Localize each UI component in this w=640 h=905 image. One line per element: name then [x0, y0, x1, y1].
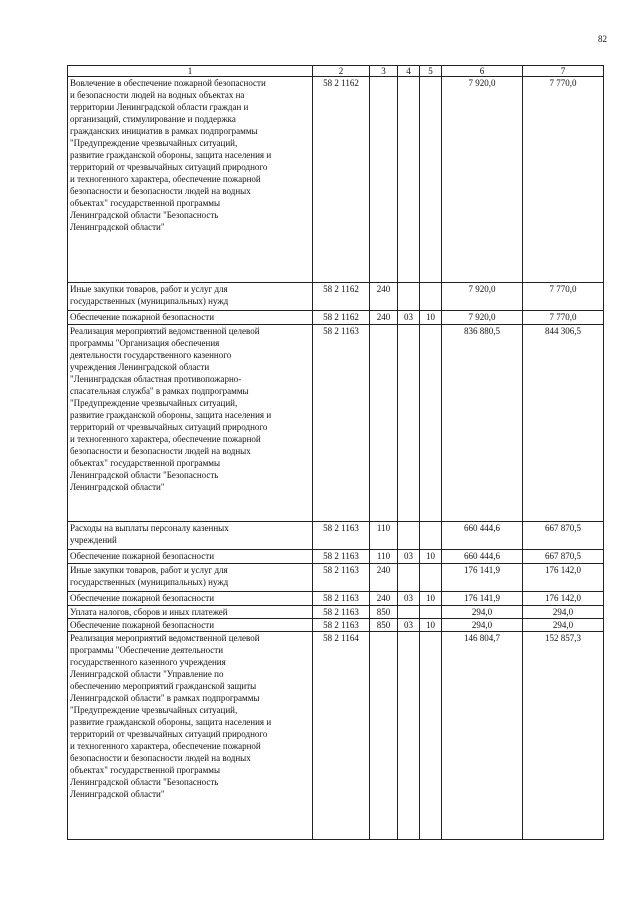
- row-rz: [398, 522, 420, 550]
- row-vr: 240: [370, 283, 398, 311]
- row-sum-year2: 667 870,5: [523, 522, 604, 550]
- row-vr: [370, 632, 398, 840]
- table-row: [68, 606, 604, 619]
- row-pr: 10: [420, 550, 442, 564]
- row-pr: [420, 606, 442, 619]
- header-cell: 1: [68, 66, 313, 77]
- row-csr: 58 2 1163: [313, 550, 370, 564]
- row-rz: [398, 283, 420, 311]
- table-row: [68, 283, 604, 311]
- row-rz: [398, 564, 420, 592]
- row-sum-year1: 294,0: [442, 619, 523, 632]
- row-sum-year2: 7 770,0: [523, 311, 604, 325]
- row-rz: 03: [398, 311, 420, 325]
- header-cell: 4: [398, 66, 420, 77]
- row-pr: 10: [420, 311, 442, 325]
- table-row: [68, 325, 604, 522]
- row-csr: 58 2 1163: [313, 325, 370, 522]
- row-sum-year1: 7 920,0: [442, 311, 523, 325]
- row-vr: 110: [370, 550, 398, 564]
- table-row: [68, 632, 604, 840]
- row-sum-year1: 660 444,6: [442, 522, 523, 550]
- row-name: Обеспечение пожарной безопасности: [68, 311, 313, 325]
- row-name: Уплата налогов, сборов и иных платежей: [68, 606, 313, 619]
- row-pr: [420, 632, 442, 840]
- row-name: Иные закупки товаров, работ и услуг для государственных (муниципальных) нужд: [68, 564, 313, 592]
- row-vr: 850: [370, 606, 398, 619]
- row-sum-year2: 7 770,0: [523, 77, 604, 283]
- row-sum-year1: 7 920,0: [442, 283, 523, 311]
- table-row: [68, 522, 604, 550]
- row-sum-year1: 7 920,0: [442, 77, 523, 283]
- row-sum-year2: 176 142,0: [523, 564, 604, 592]
- row-csr: 58 2 1163: [313, 522, 370, 550]
- row-rz: [398, 325, 420, 522]
- row-csr: 58 2 1162: [313, 283, 370, 311]
- row-sum-year2: 152 857,3: [523, 632, 604, 840]
- row-pr: [420, 564, 442, 592]
- row-sum-year1: 146 804,7: [442, 632, 523, 840]
- row-sum-year2: 294,0: [523, 606, 604, 619]
- table-row: [68, 550, 604, 564]
- row-sum-year1: 836 880,5: [442, 325, 523, 522]
- row-rz: [398, 77, 420, 283]
- row-name: Реализация мероприятий ведомственной целевой программы "Организация обеспечения деятельности государственного казенного учреждения Ленинградской области "Ленинградская областная противопожарно- спасательная служба" в рамках подпрограммы "Предупреждение чрезвычайных ситуаций, развитие гражданской обороны, защита населения и территорий от чрезвычайных ситуаций природного и техногенного характера, обеспечение пожарной безопасности и безопасности людей на водных объектах" государственной программы Ленинградской области "Безопасность Ленинградской области": [68, 325, 313, 522]
- header-cell: 6: [442, 66, 523, 77]
- row-name: Обеспечение пожарной безопасности: [68, 550, 313, 564]
- page-number: 82: [598, 34, 607, 44]
- table-row: [68, 311, 604, 325]
- header-cell: 3: [370, 66, 398, 77]
- row-vr: 240: [370, 564, 398, 592]
- row-vr: 240: [370, 311, 398, 325]
- row-csr: 58 2 1162: [313, 77, 370, 283]
- row-vr: 240: [370, 592, 398, 606]
- row-sum-year2: 176 142,0: [523, 592, 604, 606]
- row-sum-year2: 667 870,5: [523, 550, 604, 564]
- row-csr: 58 2 1163: [313, 606, 370, 619]
- header-cell: 5: [420, 66, 442, 77]
- row-name: Обеспечение пожарной безопасности: [68, 619, 313, 632]
- row-name: Иные закупки товаров, работ и услуг для государственных (муниципальных) нужд: [68, 283, 313, 311]
- row-sum-year2: 7 770,0: [523, 283, 604, 311]
- row-vr: 850: [370, 619, 398, 632]
- row-pr: [420, 522, 442, 550]
- header-row: [68, 66, 604, 77]
- row-csr: 58 2 1163: [313, 564, 370, 592]
- row-rz: 03: [398, 592, 420, 606]
- budget-table: [67, 65, 604, 840]
- row-csr: 58 2 1163: [313, 619, 370, 632]
- row-rz: 03: [398, 550, 420, 564]
- table-row: [68, 77, 604, 283]
- row-name: Вовлечение в обеспечение пожарной безопасности и безопасности людей на водных объектах на территории Ленинградской области граждан и организаций, стимулирование и поддержка гражданских инициатив в рамках подпрограммы "Предупреждение чрезвычайных ситуаций, развитие гражданской обороны, защита населения и территорий от чрезвычайных ситуаций природного и техногенного характера, обеспечение пожарной безопасности и безопасности людей на водных объектах" государственной программы Ленинградской области "Безопасность Ленинградской области": [68, 77, 313, 283]
- row-csr: 58 2 1163: [313, 592, 370, 606]
- header-cell: 2: [313, 66, 370, 77]
- row-rz: 03: [398, 619, 420, 632]
- row-sum-year2: 844 306,5: [523, 325, 604, 522]
- row-name: Обеспечение пожарной безопасности: [68, 592, 313, 606]
- row-rz: [398, 632, 420, 840]
- row-rz: [398, 606, 420, 619]
- row-sum-year1: 176 141,9: [442, 592, 523, 606]
- header-cell: 7: [523, 66, 604, 77]
- row-sum-year1: 660 444,6: [442, 550, 523, 564]
- row-pr: 10: [420, 592, 442, 606]
- row-pr: [420, 77, 442, 283]
- row-sum-year1: 294,0: [442, 606, 523, 619]
- row-pr: [420, 283, 442, 311]
- row-name: Расходы на выплаты персоналу казенных учреждений: [68, 522, 313, 550]
- row-name: Реализация мероприятий ведомственной целевой программы "Обеспечение деятельности государственного казенного учреждения Ленинградской области "Управление по обеспечению мероприятий гражданской защиты Ленинградской области" в рамках подпрограммы "Предупреждение чрезвычайных ситуаций, развитие гражданской обороны, защита населения и территорий от чрезвычайных ситуаций природного и техногенного характера, обеспечение пожарной безопасности и безопасности людей на водных объектах" государственной программы Ленинградской области "Безопасность Ленинградской области": [68, 632, 313, 840]
- row-pr: [420, 325, 442, 522]
- table-row: [68, 592, 604, 606]
- row-sum-year1: 176 141,9: [442, 564, 523, 592]
- row-vr: [370, 77, 398, 283]
- row-pr: 10: [420, 619, 442, 632]
- table-row: [68, 619, 604, 632]
- table-row: [68, 564, 604, 592]
- row-vr: [370, 325, 398, 522]
- row-vr: 110: [370, 522, 398, 550]
- row-sum-year2: 294,0: [523, 619, 604, 632]
- row-csr: 58 2 1162: [313, 311, 370, 325]
- row-csr: 58 2 1164: [313, 632, 370, 840]
